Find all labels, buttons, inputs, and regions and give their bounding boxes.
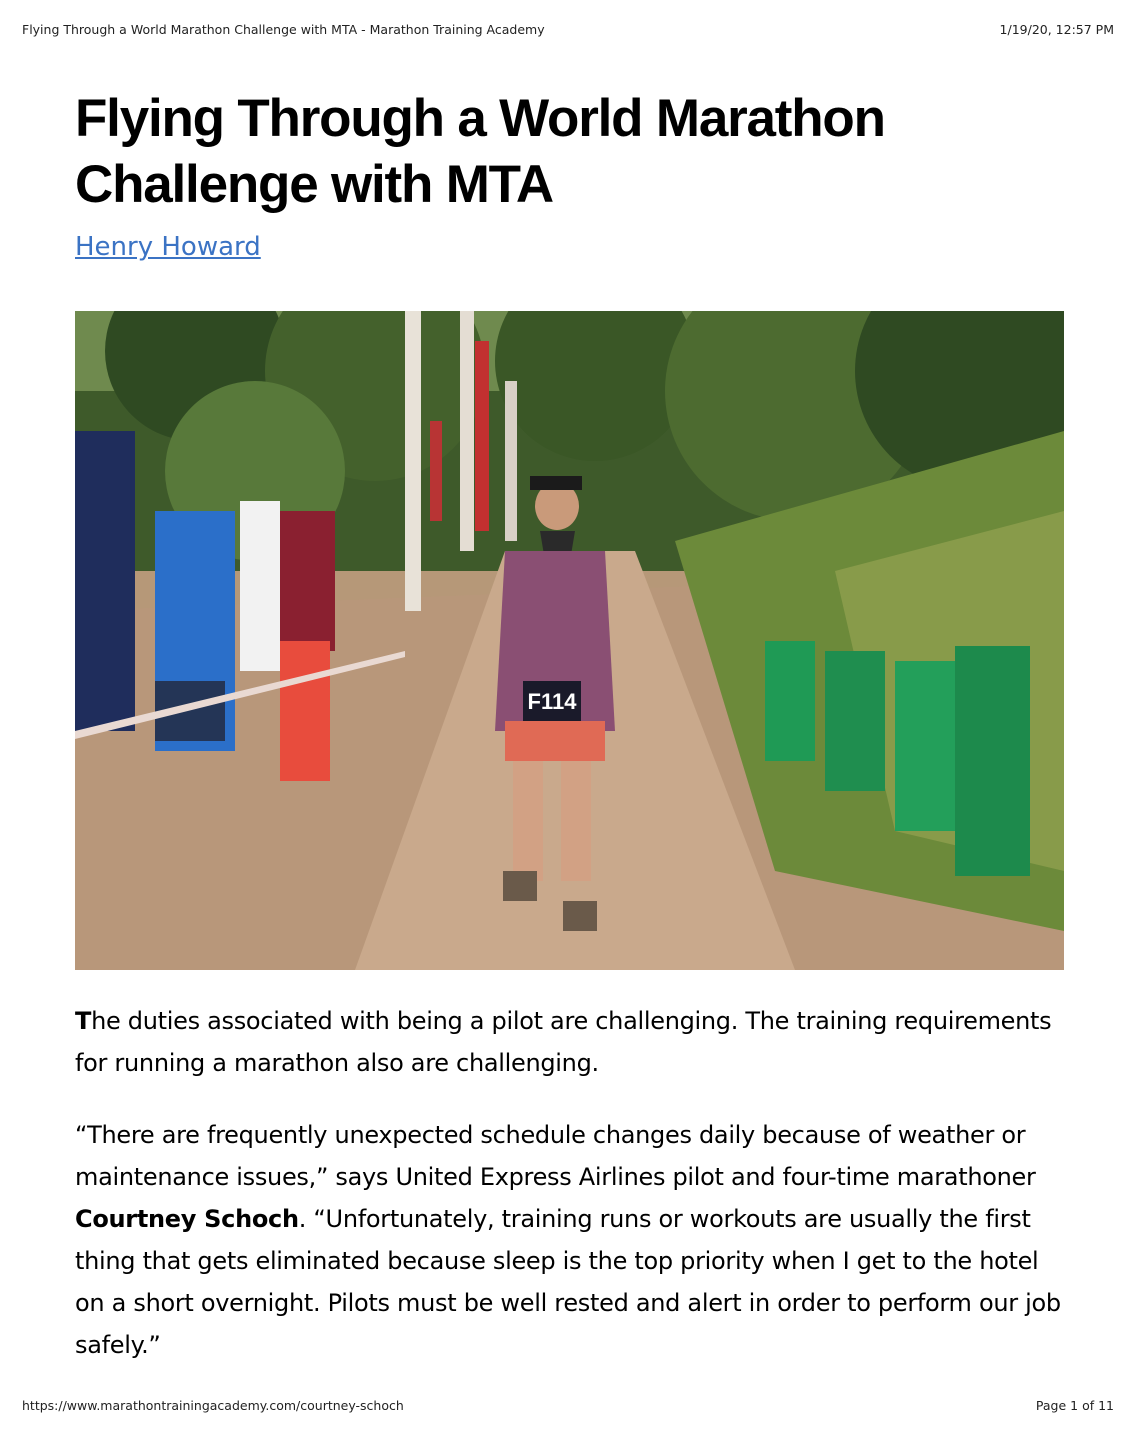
print-header-page-title: Flying Through a World Marathon Challenge with MTA - Marathon Training Academy [22, 22, 545, 37]
paragraph-2-text-b: . “Unfortunately, training runs or workouts are usually the first thing that gets eliminated because sleep is the top priority when I get to the hotel on a short overnight. Pilots must be well rested and alert in order to perform our job safely.” [75, 1205, 1061, 1359]
paragraph-2 [75, 1114, 1070, 1366]
print-footer-page-number: Page 1 of 11 [1035, 1398, 1114, 1413]
runner-bib-number: F114 [527, 689, 577, 714]
print-header [22, 22, 1114, 40]
person-name: Courtney Schoch [75, 1205, 299, 1233]
paragraph-1-text: he duties associated with being a pilot are challenging. The training requirements for running a marathon also are challenging. [75, 1007, 1052, 1077]
hero-image [75, 311, 1064, 970]
hero-photo-illustration [75, 311, 1064, 970]
paragraph-2-text-a: “There are frequently unexpected schedule changes daily because of weather or maintenance issues,” says United Express Airlines pilot and four-time marathoner [75, 1121, 1036, 1191]
dropcap-letter: T [75, 1007, 92, 1035]
print-footer [22, 1398, 1114, 1416]
paragraph-1 [75, 1000, 1070, 1084]
article-title: Flying Through a World Marathon Challenge with MTA [75, 89, 885, 214]
author-link[interactable]: Henry Howard [75, 232, 261, 262]
print-footer-url: https://www.marathontrainingacademy.com/courtney-schoch [22, 1398, 404, 1413]
print-header-datetime: 1/19/20, 12:57 PM [999, 22, 1114, 37]
